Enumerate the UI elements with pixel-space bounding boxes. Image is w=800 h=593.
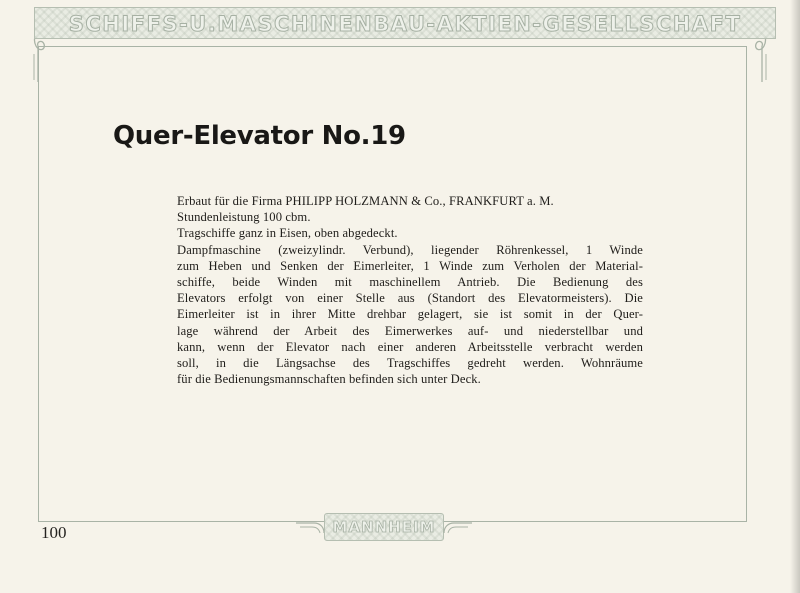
footer-badge-text: MANNHEIM (332, 518, 436, 536)
text-line: kann, wenn der Elevator nach einer anderen Arbeitsstelle verbracht werden (177, 339, 643, 354)
footer-left-ornament-icon (296, 521, 326, 535)
footer-badge (324, 513, 444, 541)
text-line: Elevators erfolgt von einer Stelle aus (Standort des Elevatormeisters). Die (177, 291, 643, 306)
text-line: Dampfmaschine (zweizylindr. Verbund), liegender Röhrenkessel, 1 Winde (177, 242, 643, 257)
page-title: Quer-Elevator No.19 (113, 121, 406, 151)
footer-right-ornament-icon (442, 521, 472, 535)
text-line: schiffe, beide Winden mit maschinellem Antrieb. Die Bedienung des (177, 275, 643, 290)
text-line: Stundenleistung 100 cbm. (177, 210, 311, 225)
text-line: Tragschiffe ganz in Eisen, oben abgedeckt. (177, 226, 398, 241)
text-line: zum Heben und Senken der Eimerleiter, 1 Winde zum Verholen der Material- (177, 258, 643, 273)
header-banner (34, 7, 776, 39)
description-text (177, 193, 643, 387)
header-banner-text: SCHIFFS-U.MASCHINENBAU-AKTIEN-GESELLSCHAFT (68, 12, 742, 36)
page-number: 100 (41, 523, 67, 542)
text-line: Eimerleiter ist in ihrer Mitte drehbar gelagert, sie ist somit in der Quer- (177, 307, 643, 322)
text-line: lage während der Arbeit des Eimerwerkes auf- und niederstellbar und (177, 323, 643, 338)
text-line: soll, in die Längsachse des Tragschiffes gedreht werden. Wohnräume (177, 356, 643, 371)
text-line: Erbaut für die Firma PHILIPP HOLZMANN & Co., FRANKFURT a. M. (177, 194, 554, 208)
page-edge-shadow (790, 0, 800, 593)
text-line: für die Bedienungsmannschaften befinden sich unter Deck. (177, 372, 481, 387)
